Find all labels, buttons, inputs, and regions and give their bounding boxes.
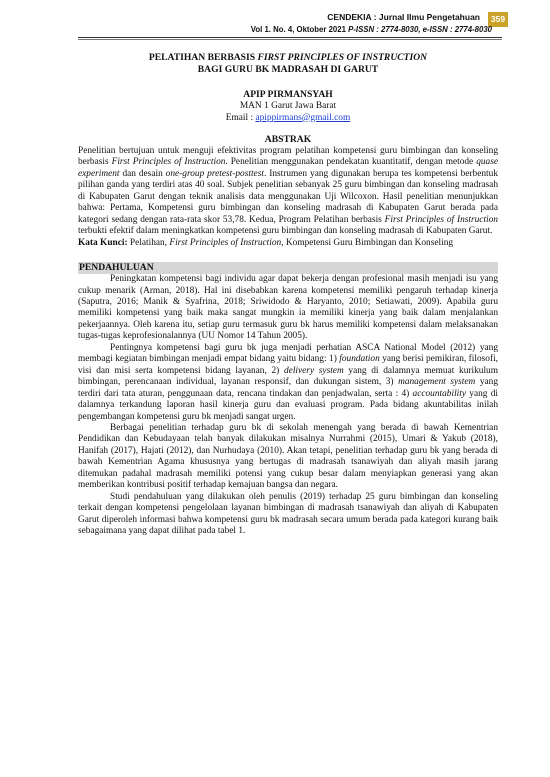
issn-info: P-ISSN : 2774-8030, e-ISSN : 2774-8030 (348, 25, 492, 34)
header-rule (78, 37, 502, 38)
title-line-1b: FIRST PRINCIPLES OF INSTRUCTION (257, 52, 428, 63)
title-line-2: BAGI GURU BK MADRASAH DI GARUT (197, 64, 379, 75)
article-title (78, 52, 498, 76)
section-heading-pendahuluan: PENDAHULUAN (78, 262, 498, 274)
author-email-line (78, 113, 498, 125)
title-line-1a: PELATIHAN BERBASIS (148, 52, 258, 63)
intro-paragraph-4: Studi pendahuluan yang dilakukan oleh penulis (2019) terhadap 25 guru bimbingan dan konseling terkait dengan kompetensi pengelolaan layanan bimbingan di madrasah tsanawiyah dan aliyah di Kabupaten Garut diperoleh informasi bahwa kompetensi guru bk madrasah secara umum berada pada kategori kurang baik sebagaimana yang dapat dilihat pada tabel 1. (78, 491, 498, 537)
abstract-heading: ABSTRAK (264, 134, 312, 145)
intro-paragraph-2: Pentingnya kompetensi bagi guru bk juga menjadi perhatian ASCA National Model (2012) yang membagi kegiatan bimbingan menjadi empat bidang yaitu bidang: 1) foundation yang berisi pemikiran, filosofi, visi dan misi serta kompetensi bidang layanan, 2) delivery system yang di dalamnya memuat kurikulum bimbingan, perencanaan individual, layanan responsif, dan dukungan sistem, 3) management system yang terdiri dari tata aturan, penggunaan data, rencana tindakan dan penjadwalan, serta : 4) accountability yang di dalamnya terkandung laporan hasil kinerja guru dan evaluasi program. Pada bidang akuntabilitas inilah pengembangan kompetensi guru bk menjadi sangat urgen. (78, 342, 499, 422)
article-body (78, 46, 498, 538)
volume-info: Vol 1. No. 4, Oktober 2021 (250, 25, 349, 34)
intro-paragraph-3: Berbagai penelitian terhadap guru bk di sekolah menengah yang berada di bawah Kementrian Pendidikan dan Kebudayaan telah banyak dilakukan misalnya Nurrahmi (2015), Umari & Yakub (2018), Hanifah (2017), Hajati (2012), dan Nurhudaya (2010). Akan tetapi, penelitian terhadap guru bk yang berada di bawah Kementrian Agama khususnya yang bertugas di madrasah tsanawiyah dan aliyah masih jarang ditemukan padahal madrasah memiliki potensi yang cukup besar dalam menyiapkan generasi yang akan memberikan kontribusi positif terhadap kemajuan bangsa dan negara. (78, 422, 498, 491)
author-name: APIP PIRMANSYAH (243, 89, 333, 100)
keywords-label: Kata Kunci: (78, 237, 128, 248)
email-link[interactable]: apippirmans@gmail.com (255, 112, 351, 123)
author-affiliation: MAN 1 Garut Jawa Barat (239, 101, 337, 111)
running-header (0, 6, 550, 36)
email-label: Email : (225, 112, 256, 123)
abstract-text: Penelitian bertujuan untuk menguji efektivitas program pelatihan kompetensi guru bimbingan dan konseling berbasis First Principles of Instruction. Penelitian menggunakan pendekatan kuantitatif, dengan metode quase experiment dan desain one-group pretest-posttest. Instrumen yang digunakan berupa tes kompetensi berbentuk pilihan ganda yang terdiri atas 40 soal. Subjek penelitian sebanyak 25 guru bimbingan dan konseling madrasah di Kabupaten Garut dengan teknik analisis data menggunakan Uji Wilcoxon. Hasil penelitian menunjukkan bahwa: Pertama, Kompetensi guru bimbingan dan konseling madrasah di Kabupaten Garut berada pada kategori sedang dengan rata-rata skor 53,78. Kedua, Program Pelatihan berbasis First Principles of Instruction terbukti efektif dalam meningkatkan kompetensi guru bimbingan dan konseling madrasah di Kabupaten Garut. (78, 146, 498, 237)
intro-paragraph-1: Peningkatan kompetensi bagi individu agar dapat bekerja dengan profesional masih menjadi isu yang cukup menarik (Arman, 2018). Hal ini disebabkan karena kompetensi memiliki pengaruh terhadap kinerja (Saputra, 2016; Manik & Syafrina, 2018; Sriwidodo & Haryanto, 2010; Setiawati, 2009). Apabila guru memiliki kompetensi yang baik maka sangat mungkin ia memiliki kinerja yang baik dalam menjalankan pekerjaannya. Oleh karena itu, setiap guru termasuk guru bk harus memiliki kompetensi dalam melaksanakan tugas-tugas keprofesionalannya (UU Nomor 14 Tahun 2005). (78, 274, 498, 342)
header-rule-thin (78, 39, 502, 40)
volume-issn (251, 25, 492, 34)
journal-name: CENDEKIA : Jurnal Ilmu Pengetahuan (327, 12, 480, 22)
page-number: 359 (488, 12, 508, 27)
keywords: Kata Kunci: Pelatihan, First Principles of Instruction, Kompetensi Guru Bimbingan dan Konseling (78, 237, 454, 248)
